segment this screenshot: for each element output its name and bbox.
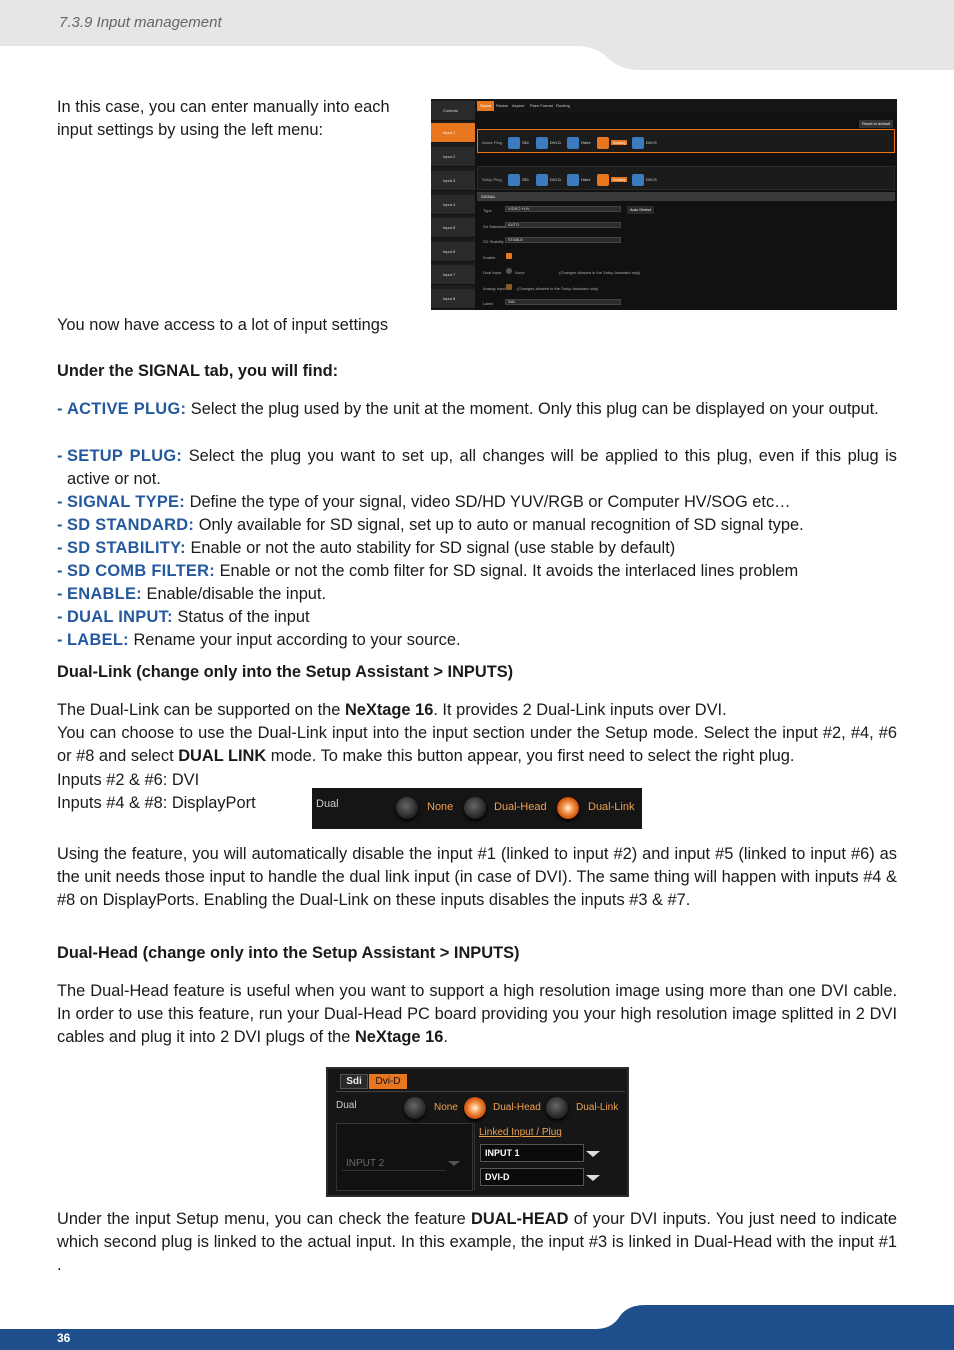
- side-tab-input-7[interactable]: Input 7: [431, 265, 475, 285]
- section-title: 7.3.9 Input management: [59, 14, 222, 31]
- dual-label: Dual: [336, 1100, 357, 1111]
- dual-head-knob[interactable]: [464, 1097, 486, 1119]
- bullet-sd-standard: - SD STANDARD: Only available for SD signal, set up to auto or manual recognition of SD signal type.: [57, 516, 804, 534]
- reset-default-button[interactable]: Reset to default: [859, 120, 893, 128]
- dual-mode-screenshot: [312, 788, 642, 829]
- label-label: Label: [483, 301, 493, 306]
- tab-resize[interactable]: Resize: [496, 103, 509, 108]
- dual-none-label: None: [515, 270, 525, 275]
- plug-analog[interactable]: Analog: [597, 137, 627, 149]
- label-input[interactable]: Sd1: [505, 299, 621, 305]
- plug-sdi[interactable]: SDI: [508, 137, 538, 149]
- sd-standard-select[interactable]: AUTO: [505, 222, 621, 228]
- hdmi-icon: [567, 137, 579, 149]
- signal-section-bar: [477, 192, 895, 201]
- input-side-menu: [431, 99, 475, 310]
- dualhead-paragraph-2: Under the input Setup menu, you can check the feature DUAL-HEAD of your DVI inputs. You just need to indicate which second plug is linked to the actual input. In this example, the input #3 is linked in Dual-Head with the input #1 .: [57, 1210, 897, 1275]
- dual-none-knob[interactable]: [404, 1097, 426, 1119]
- dual-head-option: Dual-Head: [493, 1102, 541, 1113]
- auto-detect-button[interactable]: Auto Detect: [627, 206, 654, 214]
- page-number: 36: [57, 1331, 71, 1345]
- plug-hdmi[interactable]: Hdmi: [567, 137, 597, 149]
- duallink-paragraph-3: Using the feature, you will automatically disable the input #1 (linked to input #2) and input #5 (linked to input #6) as the unit needs those input to handle the dual link input (in case of DVI). The same thing will happen with inputs #4 & #8 on DisplayPorts. Enabling the Dual-Link on these inputs disables the inputs #3 & #7.: [57, 845, 897, 910]
- side-tab-input-3[interactable]: Input 3: [431, 171, 475, 191]
- dual-input-label: Dual Input: [483, 270, 502, 275]
- chevron-down-icon: [586, 1151, 600, 1157]
- dual-label: Dual: [316, 798, 339, 810]
- dual-link-knob[interactable]: [557, 797, 579, 819]
- bullet-dual-input: - DUAL INPUT: Status of the input: [57, 608, 310, 626]
- bullet-setup-plug: - SETUP PLUG: Select the plug you want to set up, all changes will be applied to this plug, even if this plug is active or not.: [57, 447, 897, 489]
- setup-plug-analog[interactable]: Analog: [597, 174, 627, 186]
- enable-checkbox[interactable]: [506, 253, 512, 259]
- tab-routing[interactable]: Routing: [556, 103, 570, 108]
- inputs-displayport: Inputs #4 & #8: DisplayPort: [57, 794, 256, 812]
- setup-plug-hdmi[interactable]: Hdmi: [567, 174, 597, 186]
- dual-head-screenshot: [326, 1067, 629, 1197]
- type-label: Type: [483, 208, 492, 213]
- dvi-icon: [536, 137, 548, 149]
- setup-plug-sdi[interactable]: SDI: [508, 174, 538, 186]
- dvi-icon: [536, 174, 548, 186]
- signal-heading: Under the SIGNAL tab, you will find:: [57, 362, 339, 380]
- bullet-sd-comb-filter: - SD COMB FILTER: Enable or not the comb filter for SD signal. It avoids the interlaced lines problem: [57, 562, 799, 580]
- side-tab-controls[interactable]: Controls: [431, 101, 475, 121]
- dual-none-option: None: [434, 1102, 458, 1113]
- tab-aspect[interactable]: Aspect: [512, 103, 525, 108]
- tab-dvi-d[interactable]: Dvi-D: [369, 1074, 407, 1089]
- dual-hint: (Changes allowed in the Setup Assistant only): [559, 270, 641, 275]
- active-plug-row: [477, 129, 895, 153]
- side-tab-input-8[interactable]: Input 8: [431, 289, 475, 309]
- dualhead-paragraph-1: The Dual-Head feature is useful when you want to support a high resolution image using more than one DVI cable. In order to use this feature, run your Dual-Head PC board providing you your high resolution image splitted in 2 DVI cables and plug it into 2 DVI plugs of the NeXtage 16.: [57, 982, 897, 1047]
- dvi-s-icon: [632, 137, 644, 149]
- access-text: You now have access to a lot of input settings: [57, 316, 389, 334]
- side-tab-input-1[interactable]: Input 1: [431, 123, 475, 143]
- linked-input-heading: Linked Input / Plug: [479, 1127, 562, 1138]
- dual-link-option: Dual-Link: [588, 801, 635, 813]
- plug-dvi-s[interactable]: DVI-S: [632, 137, 662, 149]
- dual-link-option: Dual-Link: [576, 1102, 619, 1113]
- hdmi-icon: [567, 174, 579, 186]
- linked-input-select[interactable]: INPUT 1: [480, 1144, 584, 1162]
- enable-label: Enable: [483, 255, 496, 260]
- sd-standard-label: Sd Standard: [483, 224, 506, 229]
- dvi-s-icon: [632, 174, 644, 186]
- input-2-select[interactable]: INPUT 2: [342, 1157, 446, 1171]
- chevron-down-icon: [586, 1175, 600, 1181]
- intro-text: In this case, you can enter manually into each input settings by using the left menu:: [57, 98, 390, 140]
- page-footer-band: [0, 1300, 954, 1350]
- analog-input-label: Analog Input: [483, 286, 506, 291]
- input-top-tabs: [475, 99, 897, 113]
- tab-sdi[interactable]: Sdi: [340, 1074, 368, 1089]
- analog-icon: [597, 174, 609, 186]
- divider: [336, 1091, 625, 1092]
- bullet-active-plug: - ACTIVE PLUG: Select the plug used by the unit at the moment. Only this plug can be displayed on your output.: [57, 400, 879, 418]
- type-select[interactable]: VIDEO YUV: [505, 206, 621, 212]
- side-tab-input-5[interactable]: Input 5: [431, 218, 475, 238]
- sd-stability-select[interactable]: STABLE: [505, 237, 621, 243]
- side-tab-input-4[interactable]: Input 4: [431, 195, 475, 215]
- linked-plug-select[interactable]: DVI-D: [480, 1168, 584, 1186]
- sdi-icon: [508, 137, 520, 149]
- side-tab-input-6[interactable]: Input 6: [431, 242, 475, 262]
- page-header-band: [0, 0, 954, 70]
- dual-link-knob[interactable]: [546, 1097, 568, 1119]
- dual-head-knob[interactable]: [464, 797, 486, 819]
- divider: [474, 1123, 475, 1191]
- dualhead-heading: Dual-Head (change only into the Setup Assistant > INPUTS): [57, 944, 520, 962]
- signal-section-title: SIGNAL: [481, 194, 496, 199]
- inputs-dvi: Inputs #2 & #6: DVI: [57, 771, 200, 789]
- setup-plug-row: [477, 166, 895, 190]
- sd-stability-label: SD Stability: [483, 239, 504, 244]
- setup-hint: (Changes allowed in the Setup Assistant only): [517, 286, 599, 291]
- dual-none-knob[interactable]: [396, 797, 418, 819]
- duallink-paragraph-2: You can choose to use the Dual-Link input into the input section under the Setup mode. Select the input #2, #4, #6 or #8 and select DUAL LINK mode. To make this button appear, you first need to select the right plug.: [57, 724, 897, 766]
- analog-input-checkbox[interactable]: [506, 284, 512, 290]
- duallink-heading: Dual-Link (change only into the Setup Assistant > INPUTS): [57, 663, 514, 681]
- setup-plug-dvi-s[interactable]: DVI-S: [632, 174, 662, 186]
- side-tab-input-2[interactable]: Input 2: [431, 147, 475, 167]
- bullet-label: - LABEL: Rename your input according to your source.: [57, 631, 461, 649]
- bullet-sd-stability: - SD STABILITY: Enable or not the auto stability for SD signal (use stable by default): [57, 539, 676, 557]
- plug-dvi-d[interactable]: DVI-D: [536, 137, 566, 149]
- setup-plug-dvi-d[interactable]: DVI-D: [536, 174, 566, 186]
- duallink-paragraph-1: The Dual-Link can be supported on the NeXtage 16. It provides 2 Dual-Link inputs over DVI.: [57, 701, 727, 719]
- chevron-down-icon: [448, 1161, 460, 1166]
- tab-flare-format[interactable]: Flare Format: [530, 103, 553, 108]
- bullet-enable: - ENABLE: Enable/disable the input.: [57, 585, 327, 603]
- analog-icon: [597, 137, 609, 149]
- bullet-signal-type: - SIGNAL TYPE: Define the type of your signal, video SD/HD YUV/RGB or Computer HV/SOG etc…: [57, 493, 791, 511]
- dual-none-option: None: [427, 801, 454, 813]
- tab-signal[interactable]: Signal: [477, 101, 494, 111]
- setup-plug-label: Setup Plug: [482, 177, 502, 182]
- input-settings-screenshot: [431, 99, 897, 310]
- sdi-icon: [508, 174, 520, 186]
- dual-none-radio[interactable]: [506, 268, 512, 274]
- active-plug-label: Active Plug: [482, 140, 503, 145]
- dual-head-option: Dual-Head: [494, 801, 547, 813]
